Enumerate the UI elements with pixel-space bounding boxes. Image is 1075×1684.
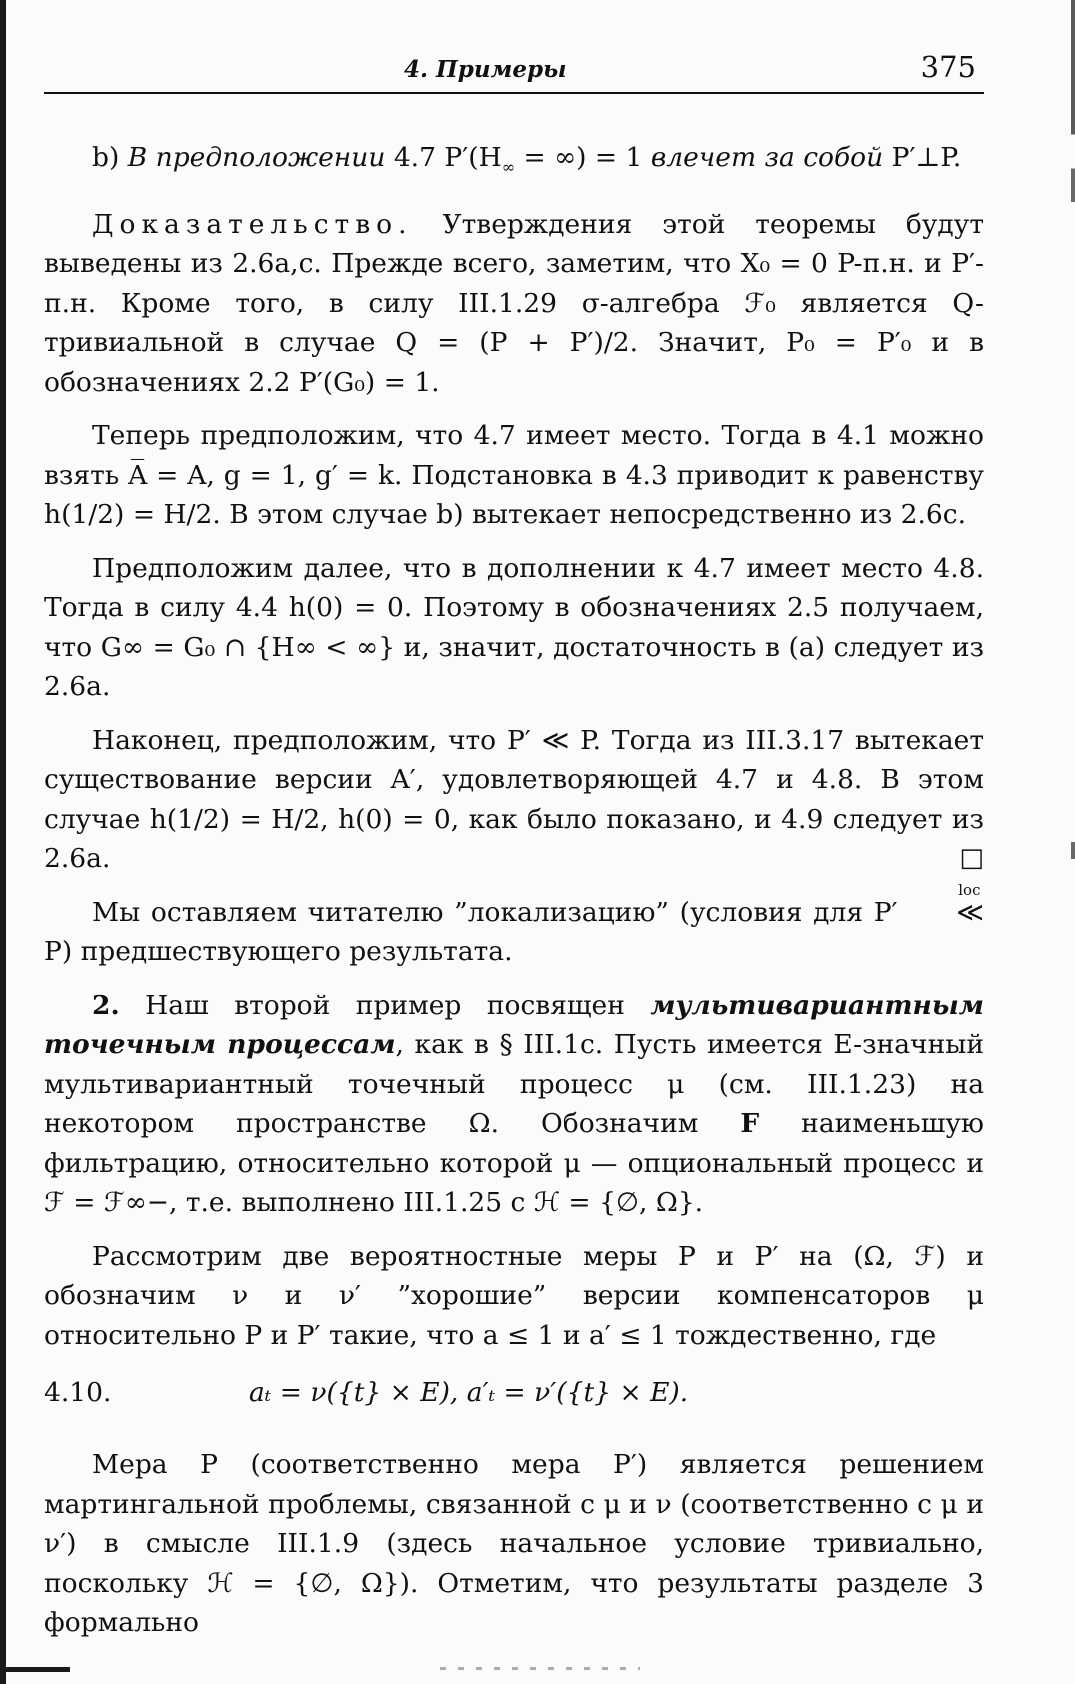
scan-bottom-corner	[0, 1667, 70, 1672]
paragraph-5-text: Наконец, предположим, что P′ ≪ P. Тогда из III.3.17 вытекает существование версии A′, удовлетворяющей 4.7 и 4.8. В этом случае h(1/2) = H/2, h(0) = 0, как было показано, и 4.9 следует из 2.6a.	[44, 724, 984, 875]
statement-b-formula-3: P′⊥P.	[883, 142, 962, 173]
paragraph-8: Рассмотрим две вероятностные меры P и P′ на (Ω, ℱ) и обозначим ν и ν′ ”хорошие” версии компенсаторов μ относительно P и P′ такие, что a ≤ 1 и a′ ≤ 1 тождественно, где	[44, 1240, 984, 1351]
qed-symbol: □	[959, 843, 984, 874]
paragraph-4: Предположим далее, что в дополнении к 4.7 имеет место 4.8. Тогда в силу 4.4 h(0) = 0. Поэтому в обозначениях 2.5 получаем, что G∞ = G₀ ∩ {H∞ < ∞} и, значит, достаточность в (a) следует из 2.6a.	[44, 552, 984, 703]
section-title: 4. Примеры	[404, 56, 567, 83]
statement-b-formula-2: = ∞) = 1	[515, 142, 651, 173]
proof-paragraph	[44, 205, 984, 403]
page-number: 375	[920, 50, 976, 84]
filtration-symbol: F	[740, 1108, 760, 1140]
statement-b-italic-2: влечет за собой	[650, 142, 884, 173]
loc-symbol: ≪	[956, 896, 984, 928]
loc-superscript: loc	[958, 880, 981, 899]
paragraph-7-text-a: Наш второй пример посвящен	[119, 989, 651, 1021]
paragraph-9: Мера P (соответственно мера P′) является решением мартингальной проблемы, связанной с μ и ν (соответственно с μ и ν′) в смысле III.1.9 (здесь начальное условие тривиально, поскольку ℋ = {∅, Ω}). Отметим, что результаты разделе 3 формально	[44, 1449, 984, 1639]
statement-b-italic-1: В предположении	[127, 142, 386, 173]
proof-text: Утверждения этой теоремы будут выведены из 2.6a,c. Прежде всего, заметим, что X₀ = 0 P-п.н. и P′-п.н. Кроме того, в силу III.1.29 σ-алгебра ℱ₀ является Q-тривиальной в случае Q = (P + P′)/2. Значит, P₀ = P′₀ и в обозначениях 2.2 P′(G₀) = 1.	[44, 208, 984, 398]
paragraph-7-italic: мультивариантным точечным процессам	[44, 989, 984, 1061]
paragraph-5	[44, 721, 984, 879]
loc-relation	[908, 880, 984, 933]
proof-lead: Доказательство.	[92, 208, 413, 240]
statement-b-formula: 4.7 P′(H	[385, 142, 502, 173]
scan-left-edge	[0, 0, 6, 1684]
statement-b: b) В предположении 4.7 $P'(H_\infty$ = ∞) = 1 влечет за собой P′⊥P.	[92, 142, 962, 177]
formula-label: 4.10.	[44, 1377, 112, 1409]
paragraph-6-text-a: Мы оставляем читателю ”локализацию” (условия для P′	[92, 896, 909, 928]
statement-b-label: b)	[92, 142, 128, 173]
scan-right-edge	[1071, 0, 1075, 1684]
formula-4-10	[44, 1365, 984, 1419]
paragraph-3: Теперь предположим, что 4.7 имеет место. Тогда в 4.1 можно взять A̅ = A, g = 1, g′ = k. Подстановка в 4.3 приводит к равенству h(1/2) = H/2. В этом случае b) вытекает непосредственно из 2.6c.	[44, 420, 984, 531]
paragraph-6	[44, 880, 984, 972]
paragraph-7	[44, 986, 984, 1223]
formula-expression: aₜ = ν({t} × E), a′ₜ = ν′({t} × E).	[249, 1377, 689, 1409]
paragraph-6-text-b: P) предшествующего результата.	[44, 936, 513, 968]
running-header	[44, 44, 984, 94]
page-body	[44, 138, 984, 1643]
example-number: 2.	[92, 989, 120, 1021]
scan-bottom-marks	[440, 1667, 640, 1670]
paragraph-7-text-c: наименьшую фильтрацию, относительно которой μ — опциональный процесс и ℱ = ℱ∞−, т.е. выполнено III.1.25 с ℋ = {∅, Ω}.	[44, 1108, 984, 1219]
paragraph-7-text-b: , как в § III.1c. Пусть имеется E-значный мультивариантный точечный процесс μ (см. III.1.23) на некотором пространстве Ω. Обозначим	[44, 1029, 984, 1140]
